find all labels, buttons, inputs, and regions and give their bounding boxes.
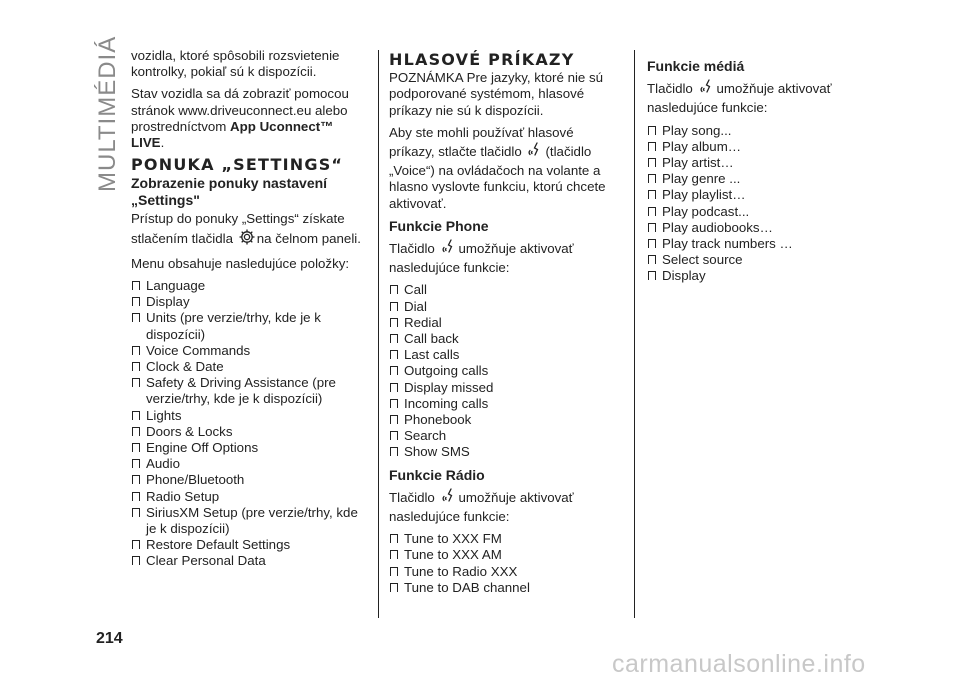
list-item-text: Play audiobooks… (662, 219, 773, 235)
bullet-box-icon (132, 281, 140, 290)
subheading-media: Funkcie médiá (647, 58, 745, 74)
bullet-box-icon (390, 302, 398, 311)
list-item-text: Voice Commands (146, 342, 251, 358)
list-item-text: Engine Off Options (146, 440, 259, 456)
paragraph (389, 238, 621, 276)
list-item (131, 553, 363, 569)
list-item (389, 315, 621, 331)
bullet-box-icon (390, 399, 398, 408)
bullet-box-icon (648, 255, 656, 264)
bullet-box-icon (132, 540, 140, 549)
list-item (389, 396, 621, 412)
bullet-box-icon (390, 583, 398, 592)
text-span: umožňuje aktivovať nasledujúce funkcie: (647, 81, 832, 116)
bullet-box-icon (648, 158, 656, 167)
section-heading: PONUKA „SETTINGS“ (131, 155, 344, 175)
bullet-box-icon (132, 427, 140, 436)
list-item-text: Call (404, 282, 427, 298)
text-span: na čelnom paneli. (256, 230, 361, 246)
bullet-box-icon (132, 313, 140, 322)
watermark: carmanualsonline.info (612, 650, 866, 678)
list-item (131, 440, 363, 456)
text-span: umožňuje aktivovať nasledujúce funkcie: (389, 489, 574, 525)
text-span: . (160, 135, 165, 151)
bullet-box-icon (132, 556, 140, 565)
text-span: Prístup do ponuky „Settings“ získate stlačením tlačidla (131, 211, 345, 246)
list-item (131, 408, 363, 424)
voice-command-icon (440, 487, 458, 509)
list-item-text: Outgoing calls (404, 363, 489, 379)
list-item-text: Redial (404, 314, 442, 330)
list-item (647, 155, 879, 171)
text-span: Aby ste mohli používať hlasové príkazy, stlačte tlačidlo (389, 124, 574, 160)
bullet-box-icon (390, 285, 398, 294)
bullet-box-icon (132, 459, 140, 468)
paragraph: POZNÁMKA Pre jazyky, ktoré nie sú podporované systémom, hlasové príkazy nie sú k dispozícii. (389, 70, 604, 118)
column-1 (131, 48, 363, 576)
paragraph (131, 211, 363, 249)
paragraph: Menu obsahuje nasledujúce položky: (131, 255, 350, 271)
bullet-box-icon (390, 350, 398, 359)
bullet-box-icon (390, 431, 398, 440)
bullet-box-icon (648, 190, 656, 199)
list-item (647, 187, 879, 203)
bullet-box-icon (648, 174, 656, 183)
list-item (647, 236, 879, 252)
bullet-box-icon (132, 297, 140, 306)
list-item-text: Tune to Radio XXX (404, 563, 518, 579)
voice-command-icon (440, 238, 458, 260)
list-item-text: Language (146, 278, 206, 294)
column-divider-2 (634, 50, 635, 618)
list-item (131, 424, 363, 440)
list-item (647, 252, 879, 268)
list-item (131, 456, 363, 472)
bullet-box-icon (648, 239, 656, 248)
list-item (389, 331, 621, 347)
list-item-text: Show SMS (404, 444, 470, 460)
list-item (647, 171, 879, 187)
list-item (131, 537, 363, 553)
column-2 (389, 48, 621, 602)
text-span: umožňuje aktivovať nasledujúce funkcie: (389, 241, 574, 276)
paragraph (389, 125, 621, 212)
list-item-text: Clock & Date (146, 359, 224, 375)
settings-menu-list (131, 278, 363, 570)
section-side-title (80, 35, 121, 192)
settings-gear-icon (238, 228, 256, 250)
text-span: Tlačidlo (389, 241, 435, 257)
bullet-box-icon (132, 411, 140, 420)
column-divider-1 (378, 50, 379, 618)
list-item-text: Safety & Driving Assistance (pre verzie/trhy, kde je k dispozícii) (146, 375, 336, 407)
list-item-text: Play artist… (662, 155, 734, 171)
bullet-box-icon (390, 318, 398, 327)
list-item (389, 428, 621, 444)
list-item-text: Play track numbers … (662, 236, 793, 252)
list-item-text: Audio (146, 456, 181, 472)
column-3 (647, 48, 879, 291)
bullet-box-icon (390, 383, 398, 392)
paragraph (131, 86, 363, 151)
list-item-text: Units (pre verzie/trhy, kde je k dispozícii) (146, 310, 321, 342)
list-item (131, 310, 363, 342)
list-item-text: Play genre ... (662, 171, 741, 187)
list-item (647, 204, 879, 220)
list-item-text: Call back (404, 331, 459, 347)
list-item (389, 412, 621, 428)
text-span: Tlačidlo (389, 489, 435, 505)
bullet-box-icon (132, 443, 140, 452)
section-title-text: MULTIMÉDIÁ (94, 35, 121, 192)
bullet-box-icon (132, 362, 140, 371)
list-item-text: Radio Setup (146, 488, 220, 504)
list-item-text: Restore Default Settings (146, 537, 291, 553)
list-item (389, 282, 621, 298)
bullet-box-icon (390, 567, 398, 576)
bullet-box-icon (132, 346, 140, 355)
list-item-text: Tune to XXX AM (404, 547, 502, 563)
paragraph: vozidla, ktoré spôsobili rozsvietenie kontrolky, pokiaľ sú k dispozícii. (131, 48, 340, 80)
paragraph (647, 78, 879, 116)
list-item (131, 359, 363, 375)
phone-functions-list (389, 282, 621, 460)
list-item (647, 123, 879, 139)
radio-functions-list (389, 531, 621, 596)
text-span: (tlačidlo „Voice“) na ovládačoch na volante a hlasno vyslovte funkciu, ktorú chcete aktivovať. (389, 144, 606, 211)
bullet-box-icon (390, 534, 398, 543)
list-item-text: Incoming calls (404, 395, 489, 411)
bullet-box-icon (390, 415, 398, 424)
page-number: 214 (96, 630, 123, 647)
bullet-box-icon (390, 334, 398, 343)
bullet-box-icon (648, 142, 656, 151)
list-item-text: Search (404, 428, 447, 444)
list-item (389, 444, 621, 460)
list-item-text: SiriusXM Setup (pre verzie/trhy, kde je k dispozícii) (146, 504, 358, 537)
list-item (131, 294, 363, 310)
list-item (389, 363, 621, 379)
list-item-text: Tune to DAB channel (404, 579, 530, 595)
list-item-text: Clear Personal Data (146, 553, 266, 569)
text-span: Tlačidlo (647, 81, 693, 97)
bullet-box-icon (390, 550, 398, 559)
list-item (389, 380, 621, 396)
list-item-text: Display missed (404, 379, 494, 395)
list-item (389, 531, 621, 547)
bullet-box-icon (648, 126, 656, 135)
list-item-text: Doors & Locks (146, 423, 233, 439)
list-item (389, 299, 621, 315)
list-item (131, 472, 363, 488)
bullet-box-icon (648, 207, 656, 216)
list-item-text: Lights (146, 407, 182, 423)
list-item (131, 278, 363, 294)
app-name: App Uconnect™ LIVE (131, 118, 334, 151)
voice-command-icon (698, 78, 716, 100)
subheading-radio: Funkcie Rádio (389, 466, 485, 483)
list-item (131, 343, 363, 359)
list-item (131, 375, 363, 407)
subheading-phone: Funkcie Phone (389, 217, 489, 234)
bullet-box-icon (648, 223, 656, 232)
bullet-box-icon (648, 271, 656, 280)
bullet-box-icon (132, 475, 140, 484)
list-item (647, 268, 879, 284)
text-span: Stav vozidla sa dá zobraziť pomocou stránok www.driveuconnect.eu alebo prostredníctvom (131, 86, 349, 134)
media-functions-list (647, 123, 879, 285)
paragraph (389, 487, 621, 525)
list-item-text: Display (146, 294, 190, 310)
list-item-text: Play album… (662, 138, 742, 154)
list-item-text: Play podcast... (662, 203, 750, 219)
list-item-text: Display (662, 268, 706, 284)
list-item (131, 489, 363, 505)
list-item (389, 547, 621, 563)
list-item-text: Play song... (662, 122, 732, 138)
list-item-text: Play playlist… (662, 187, 746, 203)
list-item (647, 139, 879, 155)
list-item (389, 347, 621, 363)
list-item (647, 220, 879, 236)
list-item (389, 564, 621, 580)
bullet-box-icon (132, 508, 140, 517)
bullet-box-icon (132, 492, 140, 501)
list-item-text: Tune to XXX FM (404, 531, 502, 547)
list-item-text: Phone/Bluetooth (146, 472, 245, 488)
list-item (131, 505, 363, 537)
list-item-text: Phonebook (404, 412, 472, 428)
list-item (389, 580, 621, 596)
bullet-box-icon (390, 366, 398, 375)
section-heading: HLASOVÉ PRÍKAZY (389, 50, 575, 69)
bullet-box-icon (132, 378, 140, 387)
list-item-text: Last calls (404, 347, 460, 363)
list-item-text: Dial (404, 298, 427, 314)
bullet-box-icon (390, 447, 398, 456)
list-item-text: Select source (662, 252, 743, 268)
voice-command-icon (526, 141, 544, 163)
subheading: Zobrazenie ponuky nastavení „Settings" (131, 175, 328, 209)
